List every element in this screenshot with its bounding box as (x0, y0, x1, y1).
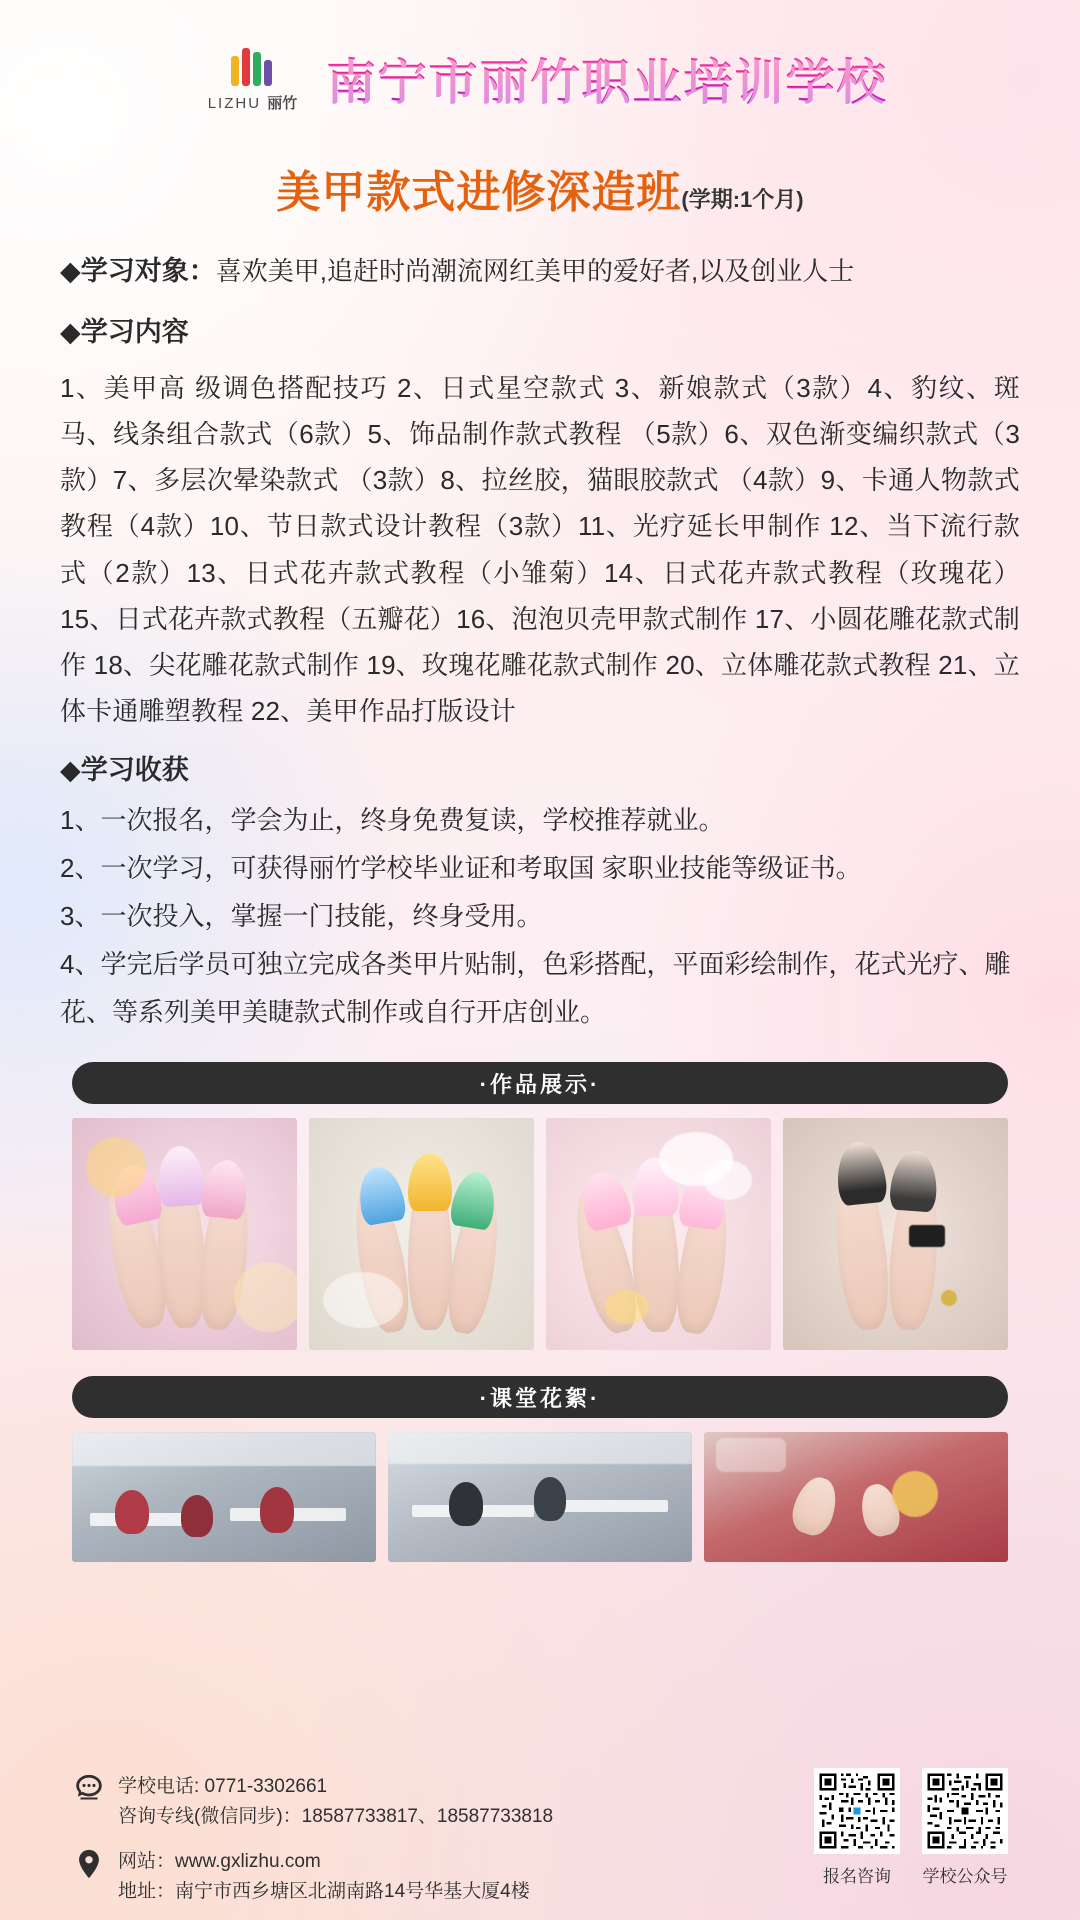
logo-pinyin: LIZHU (207, 94, 262, 112)
works-gallery (72, 1118, 1008, 1350)
content-heading: ◆学习内容 (60, 317, 189, 348)
address-line: 地址：南宁市西乡塘区北湖南路14号华基大厦4楼 (118, 1881, 530, 1903)
qr-caption-official: 学校公众号 (922, 1867, 1008, 1886)
qr-code-signup-icon[interactable] (814, 1768, 900, 1854)
course-title: 美甲款式进修深造班 (276, 168, 682, 217)
gain-item-1: 1、一次报名，学会为止，终身免费复读，学校推荐就业。 (60, 805, 725, 836)
school-logo (192, 46, 312, 113)
logo-bars-icon (231, 46, 273, 86)
audience-text: 喜欢美甲,追赶时尚潮流网红美甲的爱好者,以及创业人士 (215, 256, 855, 286)
classroom-photo-3 (704, 1432, 1008, 1562)
classroom-gallery (72, 1432, 1008, 1562)
address-row (72, 1847, 553, 1908)
gain-item-2: 2、一次学习，可获得丽竹学校毕业证和考取国 家职业技能等级证书。 (60, 853, 862, 884)
work-photo-2 (309, 1118, 534, 1350)
qr-item-signup (814, 1768, 900, 1887)
course-content (60, 246, 1020, 1036)
poster-header (0, 0, 1080, 114)
course-title-row (0, 156, 1080, 220)
school-name: 南宁市丽竹职业培训学校 (326, 44, 887, 114)
poster-footer (0, 1748, 1080, 1920)
qr-code-official-icon[interactable] (922, 1768, 1008, 1854)
qr-signup-svg (817, 1771, 897, 1851)
audience-heading: ◆学习对象： (60, 256, 216, 286)
phone-lines (118, 1772, 553, 1833)
qr-item-official (922, 1768, 1008, 1887)
gain-item-3: 3、一次投入，掌握一门技能，终身受用。 (60, 901, 543, 932)
location-pin-icon (72, 1847, 106, 1881)
gain-heading: ◆学习收获 (60, 754, 189, 785)
course-term: (学期:1个月) (681, 187, 804, 212)
audience-heading-row (60, 246, 1020, 297)
gain-item-4: 4、学完后学员可独立完成各类甲片贴制，色彩搭配，平面彩绘制作，花式光疗、雕花、等系列美甲美睫款式制作或自行开店创业。 (60, 949, 1011, 1028)
classroom-ribbon: ·课堂花絮· (72, 1376, 1008, 1418)
address-lines (118, 1847, 530, 1908)
contact-block (72, 1766, 553, 1920)
logo-text (208, 92, 298, 113)
content-text: 1、美甲高 级调色搭配技巧 2、日式星空款式 3、新娘款式（3款）4、豹纹、斑马、线条组合款式（6款）5、饰品制作款式教程 （5款）6、双色渐变编织款式（3款）7、多层次晕染款式 （3款）8、拉丝胶，猫眼胶款式 （4款）9、卡通人物款式教程（4款）10、节日款式设计教程（3款）11、光疗延长甲制作 12、当下流行款式（2款）13、日式花卉款式教程（小雏菊）14、日式花卉款式教程（玫瑰花）15、日式花卉款式教程（五瓣花）16、泡泡贝壳甲款式制作 17、小圆花雕花款式制作 18、尖花雕花款式制作 19、玫瑰花雕花款式制作 20、立体雕花款式教程 21、立体卡通雕塑教程 22、美甲作品打版设计 (60, 372, 1020, 727)
qr-block (814, 1766, 1008, 1887)
qr-caption-signup: 报名咨询 (823, 1867, 891, 1886)
classroom-photo-1 (72, 1432, 376, 1562)
work-photo-4 (783, 1118, 1008, 1350)
website-line: 网站：www.gxlizhu.com (118, 1850, 321, 1872)
work-photo-3 (546, 1118, 771, 1350)
phone-line-1: 学校电话: 0771-3302661 (118, 1776, 328, 1797)
work-photo-1 (72, 1118, 297, 1350)
qr-official-svg (925, 1771, 1005, 1851)
logo-cn: 丽竹 (267, 94, 298, 112)
phone-row (72, 1772, 553, 1833)
telephone-icon (72, 1772, 106, 1806)
classroom-photo-2 (388, 1432, 692, 1562)
works-ribbon: ·作品展示· (72, 1062, 1008, 1104)
phone-line-2: 咨询专线(微信同步)：18587733817、18587733818 (118, 1806, 554, 1828)
